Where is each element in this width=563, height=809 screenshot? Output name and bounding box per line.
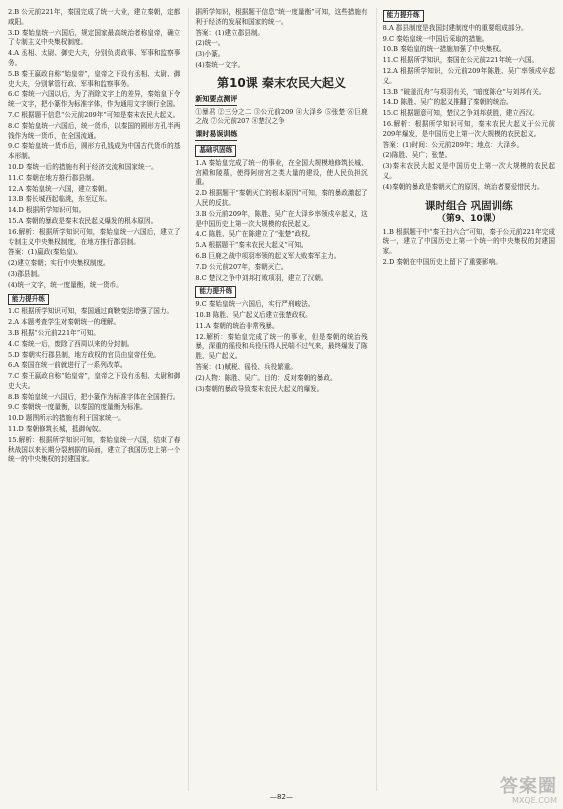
answer-line: 13.B “破釜沉舟”与项羽有关，“暗度陈仓”与刘邦有关。 <box>382 87 546 96</box>
answer-line: 15.A 秦朝的暴政是秦末农民起义爆发的根本原因。 <box>8 216 158 225</box>
answer-list-3 <box>383 24 555 119</box>
answer-line: 5.B 秦王嬴政自称“始皇帝”，皇帝之下设有丞相、太尉、御史大夫，分别掌管行政、军事和监察事务。 <box>8 69 181 88</box>
answer-line: (2)建立秦朝；实行中央集权制度。 <box>8 259 110 268</box>
answer-line: 2.B 公元前221年，秦国完成了统一大业，建立秦朝，定都咸阳。 <box>8 8 181 26</box>
answer-line: 1.B 根据题干中“秦王扫六合”可知，秦于公元前221年完成统一，建立了中国历史上第一个统一的中央集权的封建国家。 <box>382 227 555 256</box>
answer-line: (4)秦朝的暴政是秦朝灭亡的原因，统治者要爱惜民力。 <box>382 182 544 191</box>
answer-line: 12.A 秦始皇统一六国，建立秦朝。 <box>8 184 112 193</box>
answer-line: 2.A 本题考查学生对秦朝统一的理解。 <box>8 318 121 327</box>
answer-line: 11.C 秦朝在地方推行郡县制。 <box>8 173 99 182</box>
section-head-training: 课时易误训练 <box>195 130 237 141</box>
answer-list-2 <box>8 307 180 435</box>
review-answers <box>383 228 555 268</box>
answer-line: 10.D 秦统一后的措施有利于经济交流和国家统一。 <box>8 162 158 171</box>
answer-line: 2.D 秦朝在中国历史上留下了重要影响。 <box>382 257 502 266</box>
answer-line: 答案：(1)赋税、徭役、兵役繁重。 <box>195 362 297 371</box>
answer-line: 8.B 秦始皇统一六国后，把小篆作为标准字体在全国推行。 <box>8 392 180 401</box>
watermark-logo <box>500 778 557 805</box>
answer-line: 9.C 秦始皇统一六国后，实行严刑峻法。 <box>195 300 315 309</box>
answer-line: 3.B 公元前209年，陈胜、吴广在大泽乡率领戍卒起义，这是中国历史上第一次大规模的农民起义。 <box>195 209 368 228</box>
answer-line: 11.A 秦朝的统治非常残暴。 <box>195 321 279 330</box>
answer-line: (3)秦朝的暴政导致秦末农民大起义的爆发。 <box>195 384 324 393</box>
answer-line: 9.C 秦始皇统一货币后，圆形方孔钱成为中国古代货币的基本形制。 <box>8 142 181 161</box>
question-15-analysis: 15.解析：根据所学知识可知，秦始皇统一六国，结束了春秋战国以来长期分裂割据的局面，建立了我国历史上第一个统一的中央集权的封建国家。 <box>8 435 181 464</box>
column-right <box>376 8 555 791</box>
review-title: 课时组合 巩固训练 <box>424 199 513 212</box>
question-16-analysis-3: 16.解析：根据所学知识可知，秦末农民大起义于公元前209年爆发，是中国历史上第一次大规模的农民起义。 <box>382 119 555 138</box>
answer-line: (2)人物：陈胜、吴广。目的：反对秦朝的暴政。 <box>195 373 337 382</box>
review-subtitle: （第9、10课） <box>436 213 501 224</box>
section-tag-ability-3: 能力提升练 <box>383 10 424 22</box>
answer-line: 10.D 题图所示的措施有利于国家统一。 <box>8 414 125 423</box>
answer-line: 据所学知识，根据题干信息“统一度量衡”可知，这些措施有利于经济的发展和国家的统一。 <box>195 8 368 26</box>
answer-line: 7.D 公元前207年，秦朝灭亡。 <box>195 262 288 271</box>
page-body <box>8 8 555 791</box>
section-tag-basic: 基础巩固练 <box>195 145 236 157</box>
watermark-url: MXQE.COM <box>511 796 557 805</box>
answer-line: 1.C 根据所学知识可知，秦国通过商鞅变法增强了国力。 <box>8 307 174 316</box>
question-12-analysis: 12.解析：秦始皇完成了统一的事业，但是秦朝的统治残暴，深重的徭役和兵役压得人民喘不过气来，最终爆发了陈胜、吴广起义。 <box>195 332 368 361</box>
answer-line: 10.B 陈胜、吴广起义后建立张楚政权。 <box>195 310 312 319</box>
answer-line: 2.D 根据题干“秦朝灭亡的根本原因”可知，秦的暴政激起了人民的反抗。 <box>195 189 368 207</box>
answer-line: ①暴君 ②三分之二 ③公元前209 ④大泽乡 ⑤张楚 ⑥巨鹿之战 ⑦公元前207 ⑧楚汉之争 <box>195 107 368 126</box>
answer-line: 9.C 秦朝统一度量衡，以秦国的度量衡为标准。 <box>8 403 147 412</box>
column-middle <box>188 8 367 791</box>
answer-list-ability <box>195 300 367 331</box>
answer-line: 12.A 根据所学知识，公元前209年陈胜、吴广率领戍卒起义。 <box>382 66 555 85</box>
question-16-analysis: 16.解析：根据所学知识可知，秦始皇统一六国后，建立了专制主义中央集权制度，在地方推行郡县制。 <box>8 227 181 246</box>
answer-line: 6.A 秦国在统一前就进行了一系列改革。 <box>8 361 127 370</box>
answer-line: 答案：(1)时间：公元前209年；地点：大泽乡。 <box>382 140 524 149</box>
answer-line: 8.C 秦始皇统一六国后，统一货币，以秦国的圆形方孔半两钱作为统一货币，在全国流通。 <box>8 121 181 140</box>
answer-line: 4.A 丞相、太尉、御史大夫，分别负责政事、军事和监察事务。 <box>8 49 181 67</box>
answer-line: (3)郡县制。 <box>8 269 44 278</box>
page-number: —82— <box>270 793 293 802</box>
answer-line: (4)统一文字，统一度量衡，统一货币。 <box>8 280 123 289</box>
answer-line: 7.C 根据题干信息“公元前209年”可知是秦末农民大起义。 <box>8 110 180 119</box>
question-16-answers <box>8 248 180 290</box>
column-left <box>8 8 180 791</box>
answer-line: 9.C 秦始皇统一中国后采取的措施。 <box>382 34 489 43</box>
answer-line: 4.C 陈胜、吴广在陈建立了“张楚”政权。 <box>195 230 315 239</box>
watermark-main: 答案圈 <box>500 776 557 797</box>
answer-line: 13.B 秦长城西起临洮，东至辽东。 <box>8 195 112 204</box>
answer-line: 6.C 秦统一六国以后，为了消除文字上的差异，秦始皇下令统一文字，把小篆作为标准字体，作为通用文字颁行全国。 <box>8 90 181 109</box>
answer-line: 11.C 根据所学知识，秦国在公元前221年统一六国。 <box>382 56 539 65</box>
answer-line: 3.D 秦始皇统一六国后，规定国家最高统治者称皇帝，确立了专制主义中央集权制度。 <box>8 28 181 47</box>
answer-line: 4.C 秦统一后，废除了西周以来的分封制。 <box>8 339 134 348</box>
key-points <box>195 108 367 128</box>
section-tag-ability: 能力提升练 <box>8 294 49 306</box>
answer-line: 8.C 楚汉之争中刘邦打败项羽，建立了汉朝。 <box>195 273 328 282</box>
answer-line: 11.D 秦朝修筑长城，抵御匈奴。 <box>8 425 105 434</box>
answer-line: 10.B 秦始皇的统一措施加强了中央集权。 <box>382 45 506 54</box>
answer-line: (3)小篆。 <box>195 50 225 59</box>
answer-line: 14.D 根据所学知识可知。 <box>8 206 86 215</box>
lesson-title: 第10课 秦末农民大起义 <box>217 75 346 90</box>
answer-line: (4)秦统一文字。 <box>195 60 245 69</box>
answer-line: 14.D 陈胜、吴广的起义推翻了秦朝的统治。 <box>382 98 513 107</box>
top-answers <box>195 8 367 71</box>
answer-line: 8.A 郡县制度是我国封建制度中的重要组成部分。 <box>382 23 528 32</box>
answer-line: 5.A 根据题干“秦末农民大起义”可知。 <box>195 241 308 250</box>
answer-line: (2)统一。 <box>195 39 225 48</box>
answer-line: 15.C 根据题意可知，楚汉之争刘邦获胜，建立西汉。 <box>382 109 539 118</box>
section-head-key-points: 新知要点测评 <box>195 95 237 106</box>
question-12-answers <box>195 363 367 394</box>
answer-line: 3.B 根据“公元前221年”可知。 <box>8 328 100 337</box>
answer-line: 答案：(1)建立郡县制。 <box>195 28 265 37</box>
answer-line: 5.D 秦朝实行郡县制，地方政权的官员由皇帝任免。 <box>8 350 161 359</box>
answer-list-basic <box>195 159 367 284</box>
answer-line: 7.C 秦王嬴政自称“始皇帝”，皇帝之下设有丞相、太尉和御史大夫。 <box>8 372 181 390</box>
answer-line: 答案：(1)嬴政(秦始皇)。 <box>8 248 82 257</box>
answer-list-1 <box>8 8 180 227</box>
section-tag-ability-2: 能力提升练 <box>195 286 236 298</box>
answer-line: 6.B 巨鹿之战中项羽率领的起义军大败秦军主力。 <box>195 251 341 260</box>
answer-line: (3)秦末农民大起义是中国历史上第一次大规模的农民起义。 <box>382 162 555 180</box>
question-16-answers-3 <box>383 141 555 193</box>
answer-line: (2)陈胜、吴广；张楚。 <box>382 151 452 160</box>
answer-line: 1.A 秦始皇完成了统一的事业，在全国大规模地修筑长城、宫殿和陵墓，使得阿房宫之类大量的建设，使人民负担沉重。 <box>195 158 368 187</box>
